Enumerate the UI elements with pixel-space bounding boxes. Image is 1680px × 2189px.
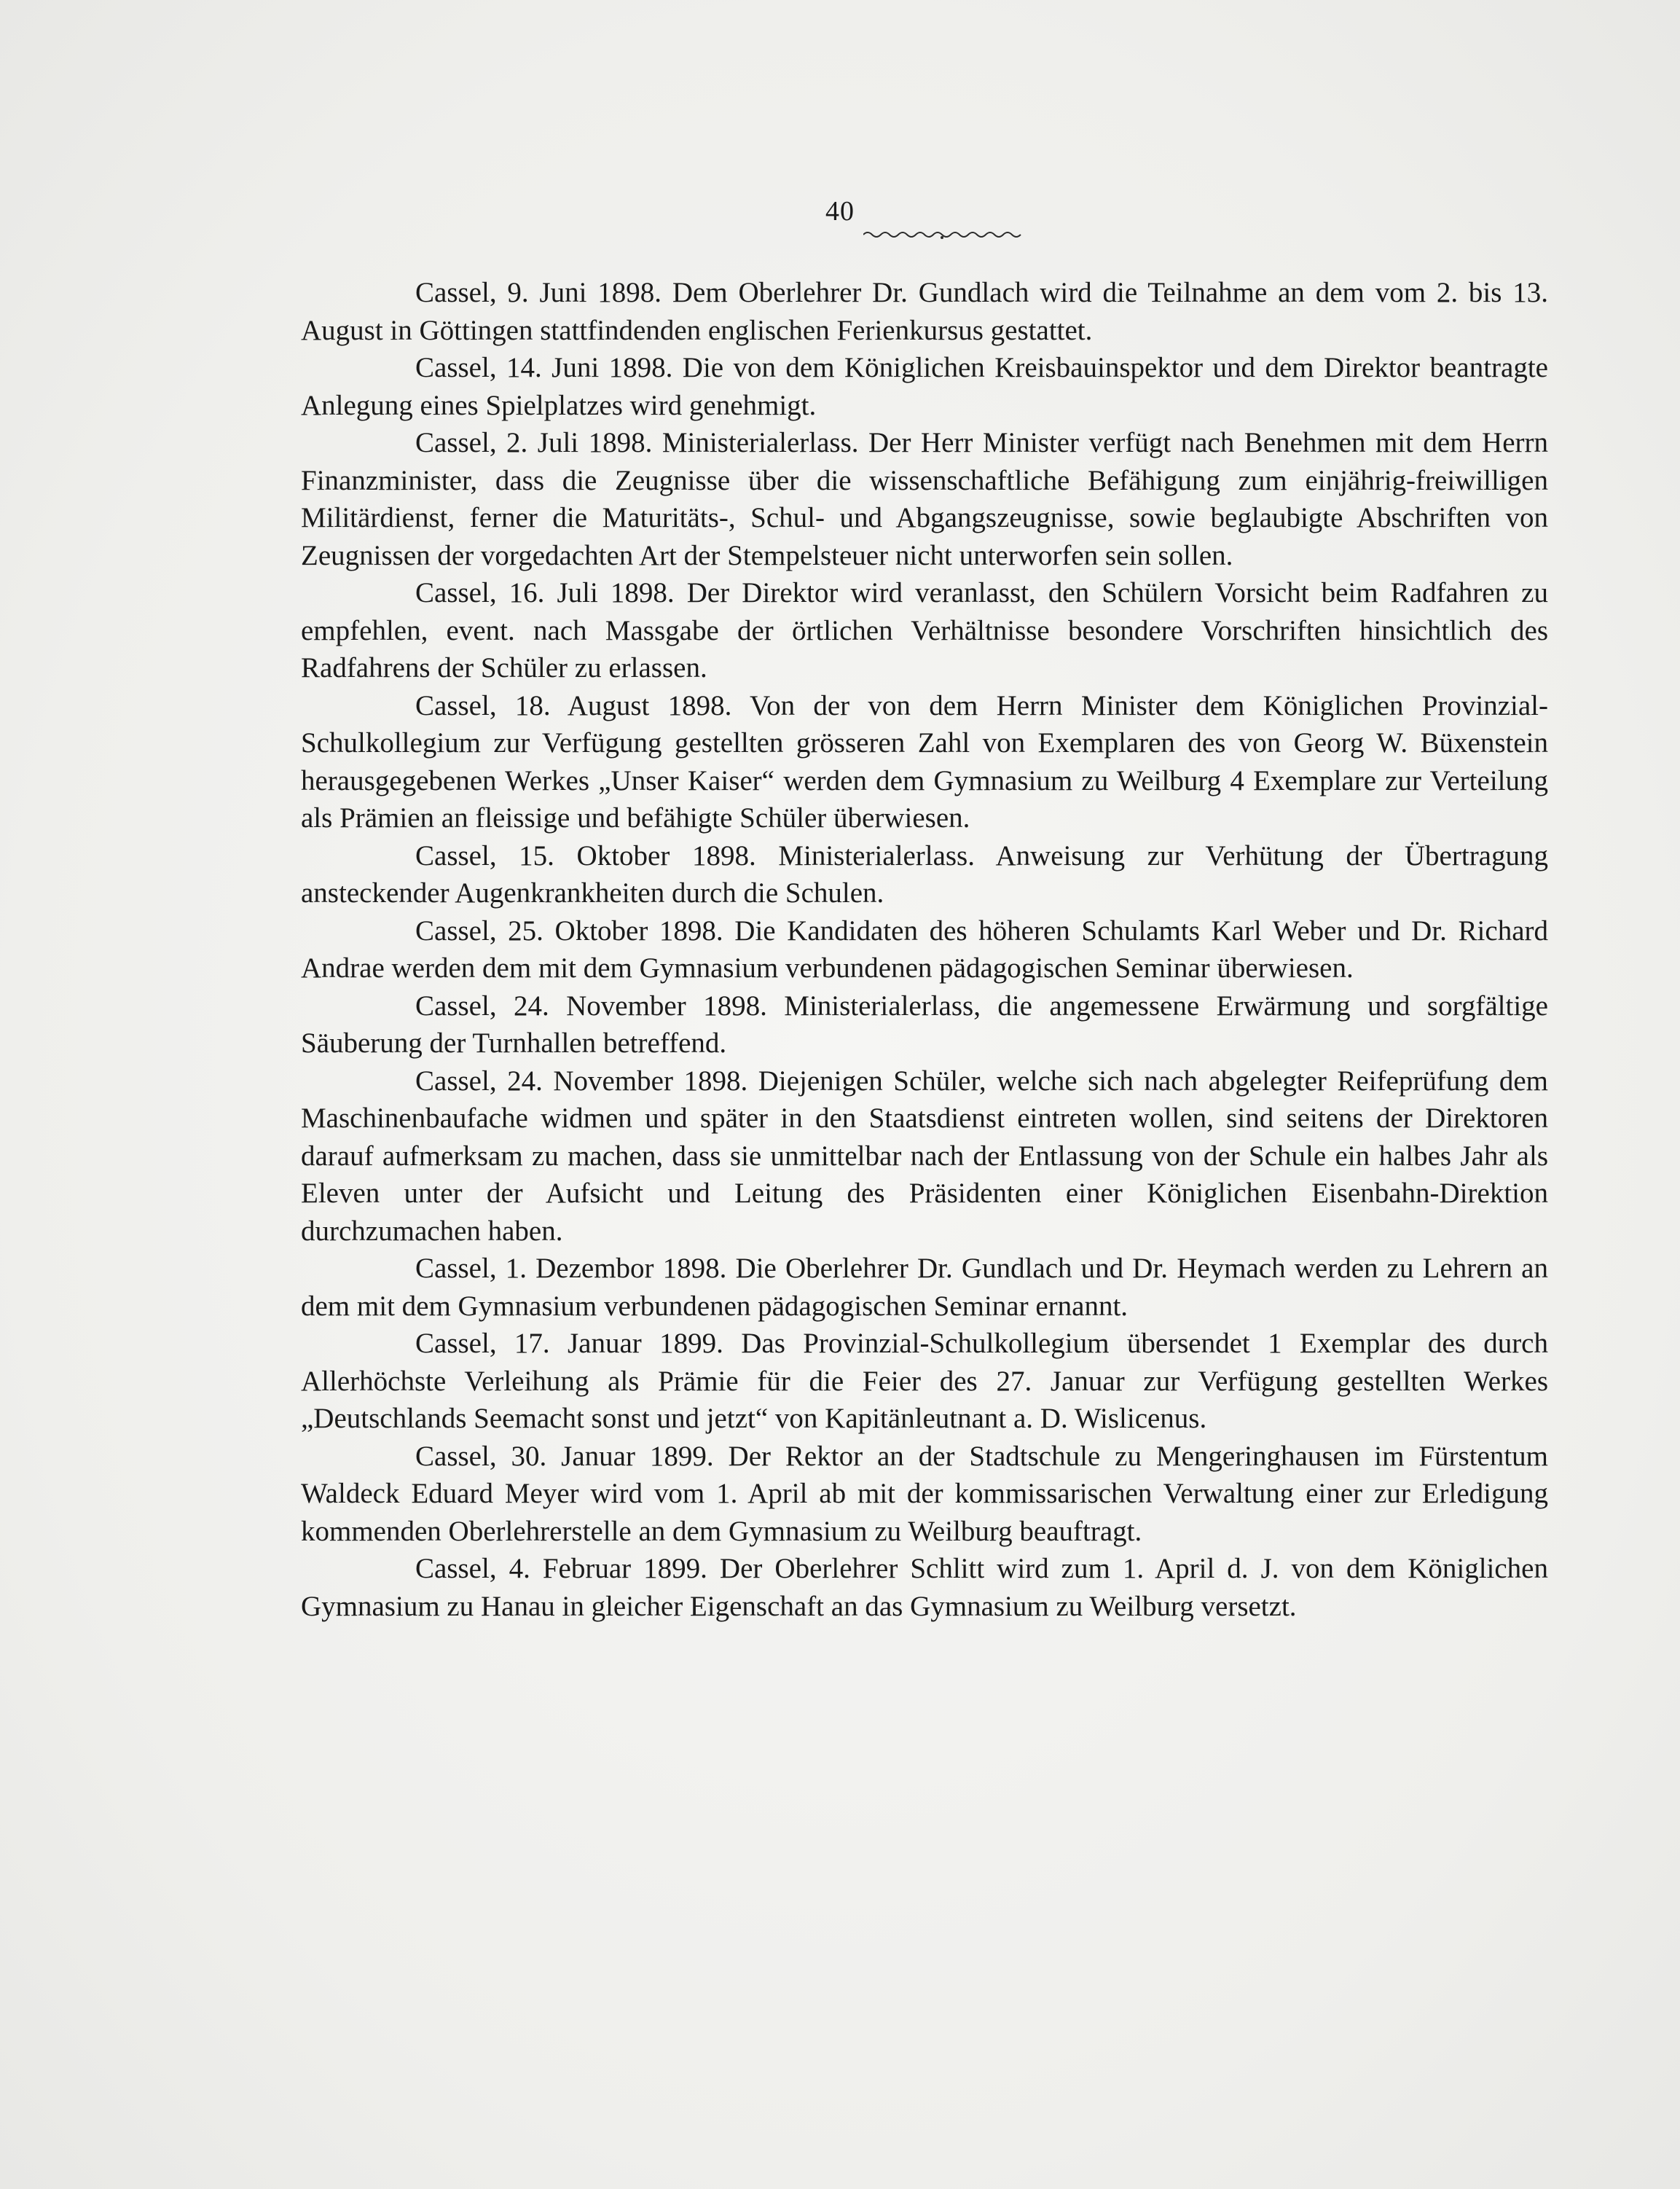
- decree-list: [301, 274, 1548, 1625]
- decree-entry: Cassel, 17. Januar 1899. Das Provinzial-Schulkollegium übersendet 1 Exemplar des durch Allerhöchste Verleihung als Prämie für die Feier des 27. Januar zur Verfügung gestellten Werkes „Deutschlands Seemacht sonst und jetzt“ von Kapitänleutnant a. D. Wislicenus.: [301, 1328, 1548, 1434]
- decree-entry: Cassel, 9. Juni 1898. Dem Oberlehrer Dr. Gundlach wird die Teilnahme an dem vom 2. bis 13. August in Göttingen stattfindenden englischen Ferienkursus gestattet.: [301, 277, 1548, 346]
- decree-entry: Cassel, 30. Januar 1899. Der Rektor an der Stadtschule zu Mengeringhausen im Fürstentum Waldeck Eduard Meyer wird vom 1. April ab mit der kommissarischen Verwaltung einer zur Erledigung kommenden Oberlehrerstelle an dem Gymnasium zu Weilburg beauftragt.: [301, 1440, 1548, 1547]
- page-number: 40: [825, 196, 855, 227]
- decree-entry: Cassel, 25. Oktober 1898. Die Kandidaten des höheren Schulamts Karl Weber und Dr. Richard Andrae werden dem mit dem Gymnasium verbundenen pädagogischen Seminar überwiesen.: [301, 915, 1548, 984]
- decree-entry: Cassel, 1. Dezembor 1898. Die Oberlehrer Dr. Gundlach und Dr. Heymach werden zu Lehrern an dem mit dem Gymnasium verbundenen pädagogischen Seminar ernannt.: [301, 1253, 1548, 1322]
- decree-entry: Cassel, 24. November 1898. Diejenigen Schüler, welche sich nach abgelegter Reifeprüfung dem Maschinenbaufache widmen und später in den Staatsdienst eintreten wollen, sind seitens der Direktoren darauf aufmerksam zu machen, dass sie unmittelbar nach der Entlassung von der Schule ein halbes Jahr als Eleven unter der Aufsicht und Leitung des Präsidenten einer Königlichen Eisenbahn-Direktion durchzumachen haben.: [301, 1065, 1548, 1247]
- decree-entry: Cassel, 2. Juli 1898. Ministerialerlass. Der Herr Minister verfügt nach Benehmen mit dem Herrn Finanzminister, dass die Zeugnisse über die wissenschaftliche Befähigung zum einjährig-freiwilligen Militärdienst, ferner die Maturitäts-, Schul- und Abgangszeugnisse, sowie beglaubigte Abschriften von Zeugnissen der vorgedachten Art der Stempelsteuer nicht unterworfen sein sollen.: [301, 427, 1548, 571]
- decree-entry: Cassel, 15. Oktober 1898. Ministerialerlass. Anweisung zur Verhütung der Übertragung ansteckender Augenkrankheiten durch die Schulen.: [301, 839, 1548, 909]
- decree-entry: Cassel, 14. Juni 1898. Die von dem Königlichen Kreisbauinspektor und dem Direktor beantragte Anlegung eines Spielplatzes wird genehmigt.: [301, 352, 1548, 421]
- decree-entry: Cassel, 18. August 1898. Von der von dem Herrn Minister dem Königlichen Provinzial-Schulkollegium zur Verfügung gestellten grösseren Zahl von Exemplaren des von Georg W. Büxenstein herausgegebenen Werkes „Unser Kaiser“ werden dem Gymnasium zu Weilburg 4 Exemplare zur Verteilung als Prämien an fleissige und befähigte Schüler überwiesen.: [301, 689, 1548, 834]
- decree-entry: Cassel, 24. November 1898. Ministerialerlass, die angemessene Erwärmung und sorgfältige Säuberung der Turnhallen betreffend.: [301, 990, 1548, 1059]
- decree-entry: Cassel, 16. Juli 1898. Der Direktor wird veranlasst, den Schülern Vorsicht beim Radfahren zu empfehlen, event. nach Massgabe der örtlichen Verhältnisse besondere Vorschriften hinsichtlich des Radfahrens der Schüler zu erlassen.: [301, 577, 1548, 684]
- ornament-divider-icon: [863, 227, 1024, 240]
- decree-entry: Cassel, 4. Februar 1899. Der Oberlehrer Schlitt wird zum 1. April d. J. von dem Königlichen Gymnasium zu Hanau in gleicher Eigenschaft an das Gymnasium zu Weilburg versetzt.: [301, 1553, 1548, 1622]
